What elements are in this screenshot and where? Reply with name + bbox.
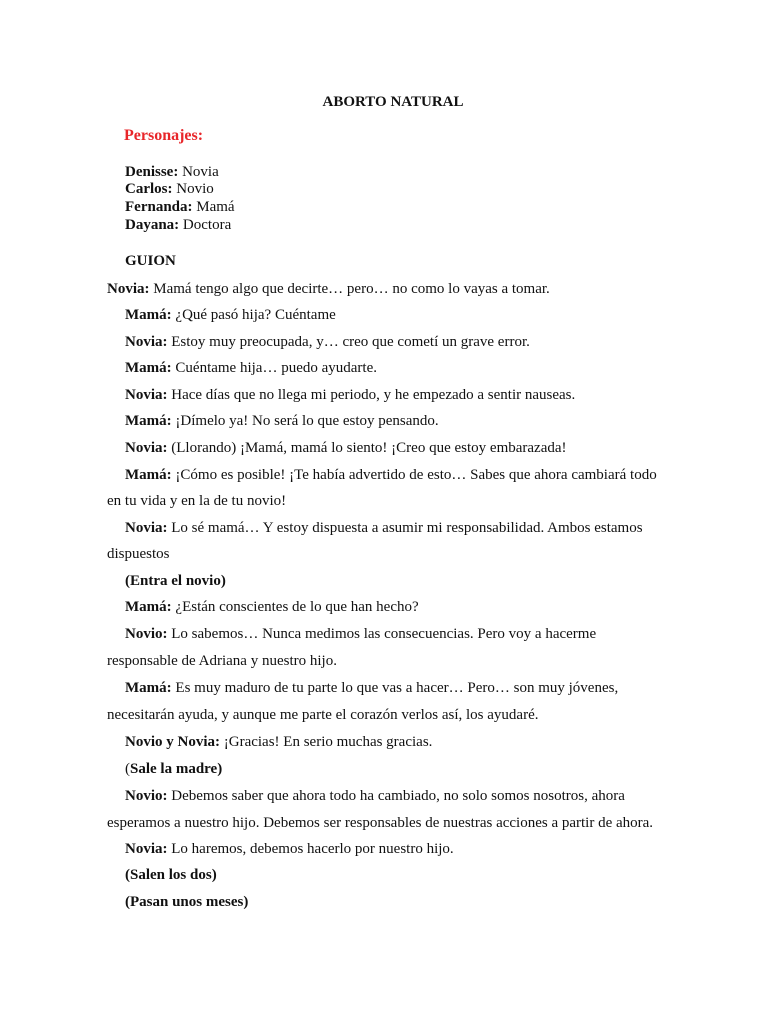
cast-role: Novio [176,181,214,197]
speaker: Novia: [107,281,150,297]
speaker: Novia: [125,841,168,857]
dialogue-line [125,333,530,351]
dialogue-text: Lo sabemos… Nunca medimos las consecuencias. Pero voy a hacerme [171,626,597,642]
cast-role: Doctora [182,217,232,233]
dialogue-continuation: esperamos a nuestro hijo. Debemos ser responsables de nuestras acciones a partir de ahora. [107,815,654,831]
cast-name: Carlos: [125,181,173,197]
stage-direction: (Sale la madre) [125,761,223,777]
dialogue-line [125,466,657,484]
dialogue-line [125,679,618,697]
dialogue-line [125,359,377,377]
cast-item [125,198,235,216]
dialogue-continuation: dispuestos [107,546,170,562]
dialogue-text: Lo haremos, debemos hacerlo por nuestro hijo. [171,841,454,857]
cast-item [125,163,219,181]
dialogue-text: Lo sé mamá… Y estoy dispuesta a asumir mi responsabilidad. Ambos estamos [171,520,643,536]
dialogue-line [125,412,439,430]
dialogue-text: Mamá tengo algo que decirte… pero… no como lo vayas a tomar. [153,281,550,297]
dialogue-continuation: necesitarán ayuda, y aunque me parte el corazón verlos así, los ayudaré. [107,707,539,723]
speaker: Novia: [125,387,168,403]
dialogue-text: ¡Cómo es posible! ¡Te había advertido de esto… Sabes que ahora cambiará todo [175,467,657,483]
stage-direction: (Salen los dos) [125,867,217,883]
speaker: Novio: [125,788,168,804]
dialogue-text: Estoy muy preocupada, y… creo que cometí un grave error. [171,334,530,350]
dialogue-text: ¿Están conscientes de lo que han hecho? [175,599,419,615]
speaker: Novia: [125,334,168,350]
dialogue-continuation: responsable de Adriana y nuestro hijo. [107,653,337,669]
dialogue-line [125,439,567,457]
guion-heading: GUION [125,253,176,269]
speaker: Mamá: [125,599,172,615]
dialogue-text: Debemos saber que ahora todo ha cambiado, no solo somos nosotros, ahora [171,788,625,804]
cast-item [125,180,214,198]
personajes-heading: Personajes: [124,127,204,144]
cast-name: Denisse: [125,164,179,180]
speaker: Novia: [125,440,168,456]
speaker: Novia: [125,520,168,536]
dialogue-line [125,386,575,404]
speaker: Mamá: [125,360,172,376]
dialogue-line [125,519,643,537]
cast-item [125,216,231,234]
dialogue-text: (Llorando) ¡Mamá, mamá lo siento! ¡Creo que estoy embarazada! [171,440,567,456]
cast-name: Dayana: [125,217,180,233]
speaker: Mamá: [125,413,172,429]
dialogue-continuation: en tu vida y en la de tu novio! [107,493,287,509]
cast-role: Mamá [196,199,235,215]
speaker: Novio: [125,626,168,642]
speaker: Novio y Novia: [125,734,220,750]
speaker: Mamá: [125,467,172,483]
dialogue-text: Es muy maduro de tu parte lo que vas a hacer… Pero… son muy jóvenes, [175,680,619,696]
speaker: Mamá: [125,307,172,323]
dialogue-text: ¡Dímelo ya! No será lo que estoy pensando. [175,413,439,429]
dialogue-text: Hace días que no llega mi periodo, y he empezado a sentir nauseas. [171,387,576,403]
stage-direction: (Pasan unos meses) [125,894,249,910]
speaker: Mamá: [125,680,172,696]
dialogue-line [125,625,596,643]
dialogue-line [107,280,550,298]
document-title: ABORTO NATURAL [322,94,464,110]
dialogue-text: ¿Qué pasó hija? Cuéntame [175,307,336,323]
cast-role: Novia [182,164,219,180]
stage-direction: (Entra el novio) [125,573,226,589]
dialogue-line [125,598,419,616]
dialogue-text: ¡Gracias! En serio muchas gracias. [223,734,433,750]
dialogue-line [125,840,454,858]
dialogue-text: Cuéntame hija… puedo ayudarte. [175,360,378,376]
dialogue-line [125,733,432,751]
dialogue-line [125,787,625,805]
cast-name: Fernanda: [125,199,193,215]
dialogue-line [125,306,336,324]
